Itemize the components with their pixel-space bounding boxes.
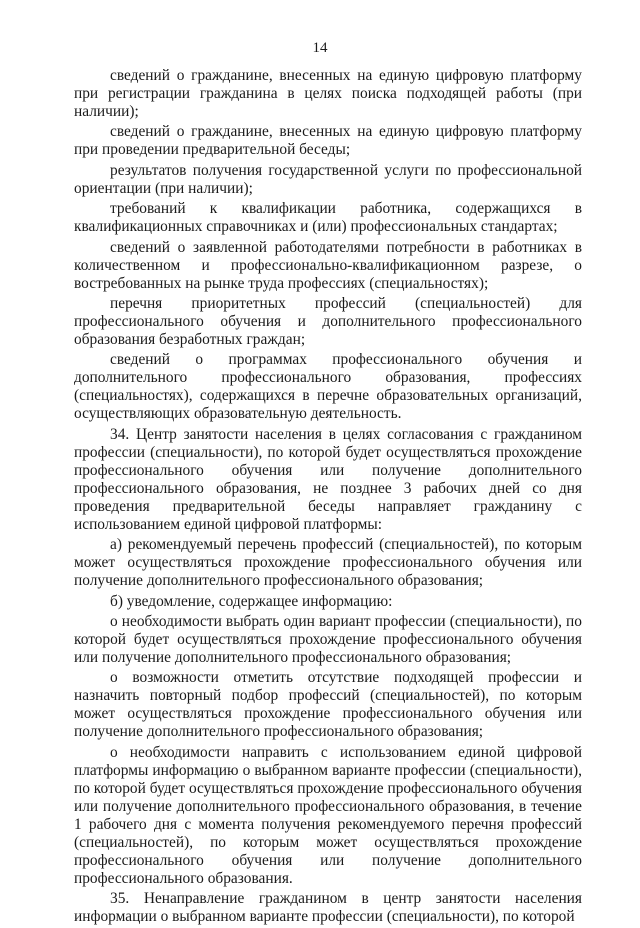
paragraph-citizen-registration-info: сведений о гражданине, внесенных на единую цифровую платформу при регистрации гражданина в целях поиска подходящей работы (при наличии); xyxy=(74,67,582,120)
paragraph-priority-professions: перечня приоритетных профессий (специальностей) для профессионального обучения и дополнительного профессионального образования безработных граждан; xyxy=(74,294,582,348)
paragraph-send-chosen-option: о необходимости направить с использованием единой цифровой платформы информацию о выбранном варианте профессии (специальности), по которой будет осуществляться прохождение профессионального обучения или получение дополнительного профессионального образования, в течение 1 рабочего дня с момента получения рекомендуемого перечня профессий (специальностей), по которым может осуществляться прохождение профессионального обучения или получение дополнительного профессионального образования. xyxy=(74,743,582,887)
paragraph-employer-demand: сведений о заявленной работодателями потребности в работниках в количественном и профессионально-квалификационном разрезе, о востребованных на рынке труда профессиях (специальностях); xyxy=(74,238,582,292)
paragraph-qualification-requirements: требований к квалификации работника, содержащихся в квалификационных справочниках и (или) профессиональных стандартах; xyxy=(74,200,582,236)
paragraph-item-35: 35. Ненаправление гражданином в центр занятости населения информации о выбранном варианте профессии (специальности), по которой xyxy=(74,890,582,926)
paragraph-choose-one-option: о необходимости выбрать один вариант профессии (специальности), по которой будет осуществляться прохождение профессионального обучения или получение дополнительного профессионального образования; xyxy=(74,612,582,666)
paragraph-item-34: 34. Центр занятости населения в целях согласования с гражданином профессии (специальности), по которой будет осуществляться прохождение профессионального обучения или получение дополнительного профессионального образования, не позднее 3 рабочих дней со дня проведения предварительной беседы направляет гражданину с использованием единой цифровой платформы: xyxy=(74,425,582,533)
paragraph-citizen-interview-info: сведений о гражданине, внесенных на единую цифровую платформу при проведении предварительной беседы; xyxy=(74,123,582,159)
paragraph-repeat-selection: о возможности отметить отсутствие подходящей профессии и назначить повторный подбор профессий (специальностей), по которым может осуществляться прохождение профессионального обучения или получение дополнительного профессионального образования; xyxy=(74,669,582,741)
paragraph-career-guidance-results: результатов получения государственной услуги по профессиональной ориентации (при наличии); xyxy=(74,161,582,197)
paragraph-item-34-a: а) рекомендуемый перечень профессий (специальностей), по которым может осуществляться прохождение профессионального обучения или получение дополнительного профессионального образования; xyxy=(74,536,582,590)
document-body xyxy=(74,67,582,928)
paragraph-training-programs: сведений о программах профессионального обучения и дополнительного профессионального образования, профессиях (специальностях), содержащихся в перечне образовательных организаций, осуществляющих образовательную деятельность. xyxy=(74,351,582,423)
paragraph-item-34-b: б) уведомление, содержащее информацию: xyxy=(110,592,393,610)
page-number: 14 xyxy=(312,40,328,56)
